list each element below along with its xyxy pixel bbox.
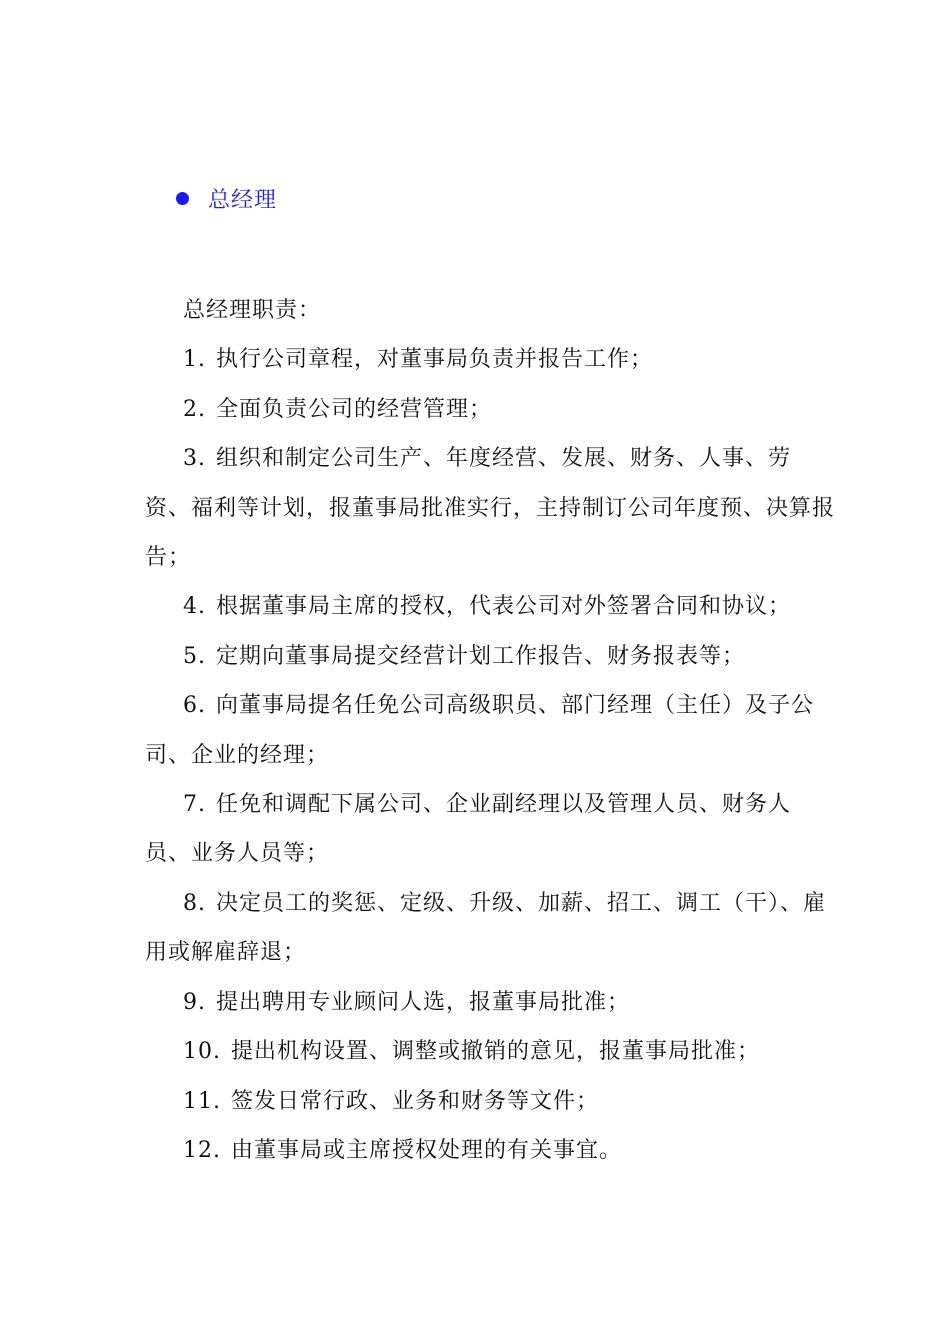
- list-item: [145, 780, 835, 879]
- duties-intro: 总经理职责：: [183, 298, 322, 323]
- item-text: 向董事局提名任免公司高级职员、部门经理（主任）及子公司、企业的经理；: [145, 693, 815, 768]
- item-number: 8.: [183, 890, 206, 916]
- list-item: [145, 1077, 835, 1126]
- list-item: [145, 632, 835, 681]
- item-text: 任免和调配下属公司、企业副经理以及管理人员、财务人员、业务人员等；: [145, 792, 792, 867]
- list-item: [145, 385, 835, 434]
- item-number: 7.: [183, 792, 206, 818]
- item-number: 9.: [183, 989, 206, 1015]
- item-number: 3.: [183, 446, 206, 472]
- item-number: 12.: [183, 1137, 221, 1163]
- item-text: 全面负责公司的经营管理；: [216, 396, 493, 422]
- item-text: 提出机构设置、调整或撤销的意见，报董事局批准；: [231, 1039, 761, 1065]
- section-title: 总经理: [208, 187, 278, 213]
- item-text: 定期向董事局提交经营计划工作报告、财务报表等；: [216, 643, 746, 669]
- item-text: 组织和制定公司生产、年度经营、发展、财务、人事、劳资、福利等计划，报董事局批准实行，主持制订公司年度预、决算报告；: [145, 446, 836, 571]
- item-number: 6.: [183, 693, 206, 719]
- list-item: [145, 879, 835, 978]
- item-text: 提出聘用专业顾问人选，报董事局批准；: [216, 989, 631, 1015]
- bullet-dot-icon: [176, 192, 189, 205]
- item-text: 决定员工的奖惩、定级、升级、加薪、招工、调工（干）、雇用或解雇辞退；: [145, 890, 827, 966]
- item-number: 11.: [183, 1088, 221, 1114]
- duties-body: [145, 286, 835, 1175]
- list-item: [145, 1027, 835, 1076]
- list-item: [145, 978, 835, 1027]
- item-number: 5.: [183, 643, 206, 669]
- item-number: 10.: [183, 1039, 221, 1065]
- item-number: 2.: [183, 396, 206, 422]
- list-item: [145, 1126, 835, 1175]
- item-text: 根据董事局主席的授权，代表公司对外签署合同和协议；: [216, 594, 792, 620]
- item-text: 由董事局或主席授权处理的有关事宜。: [231, 1137, 623, 1163]
- list-item: [145, 681, 835, 780]
- item-number: 4.: [183, 594, 206, 620]
- item-text: 执行公司章程，对董事局负责并报告工作；: [216, 347, 654, 373]
- list-item: [145, 582, 835, 631]
- item-text: 签发日常行政、业务和财务等文件；: [231, 1088, 600, 1114]
- list-item: [145, 335, 835, 384]
- section-heading: [176, 181, 277, 215]
- item-number: 1.: [183, 347, 206, 373]
- list-item: [145, 434, 835, 582]
